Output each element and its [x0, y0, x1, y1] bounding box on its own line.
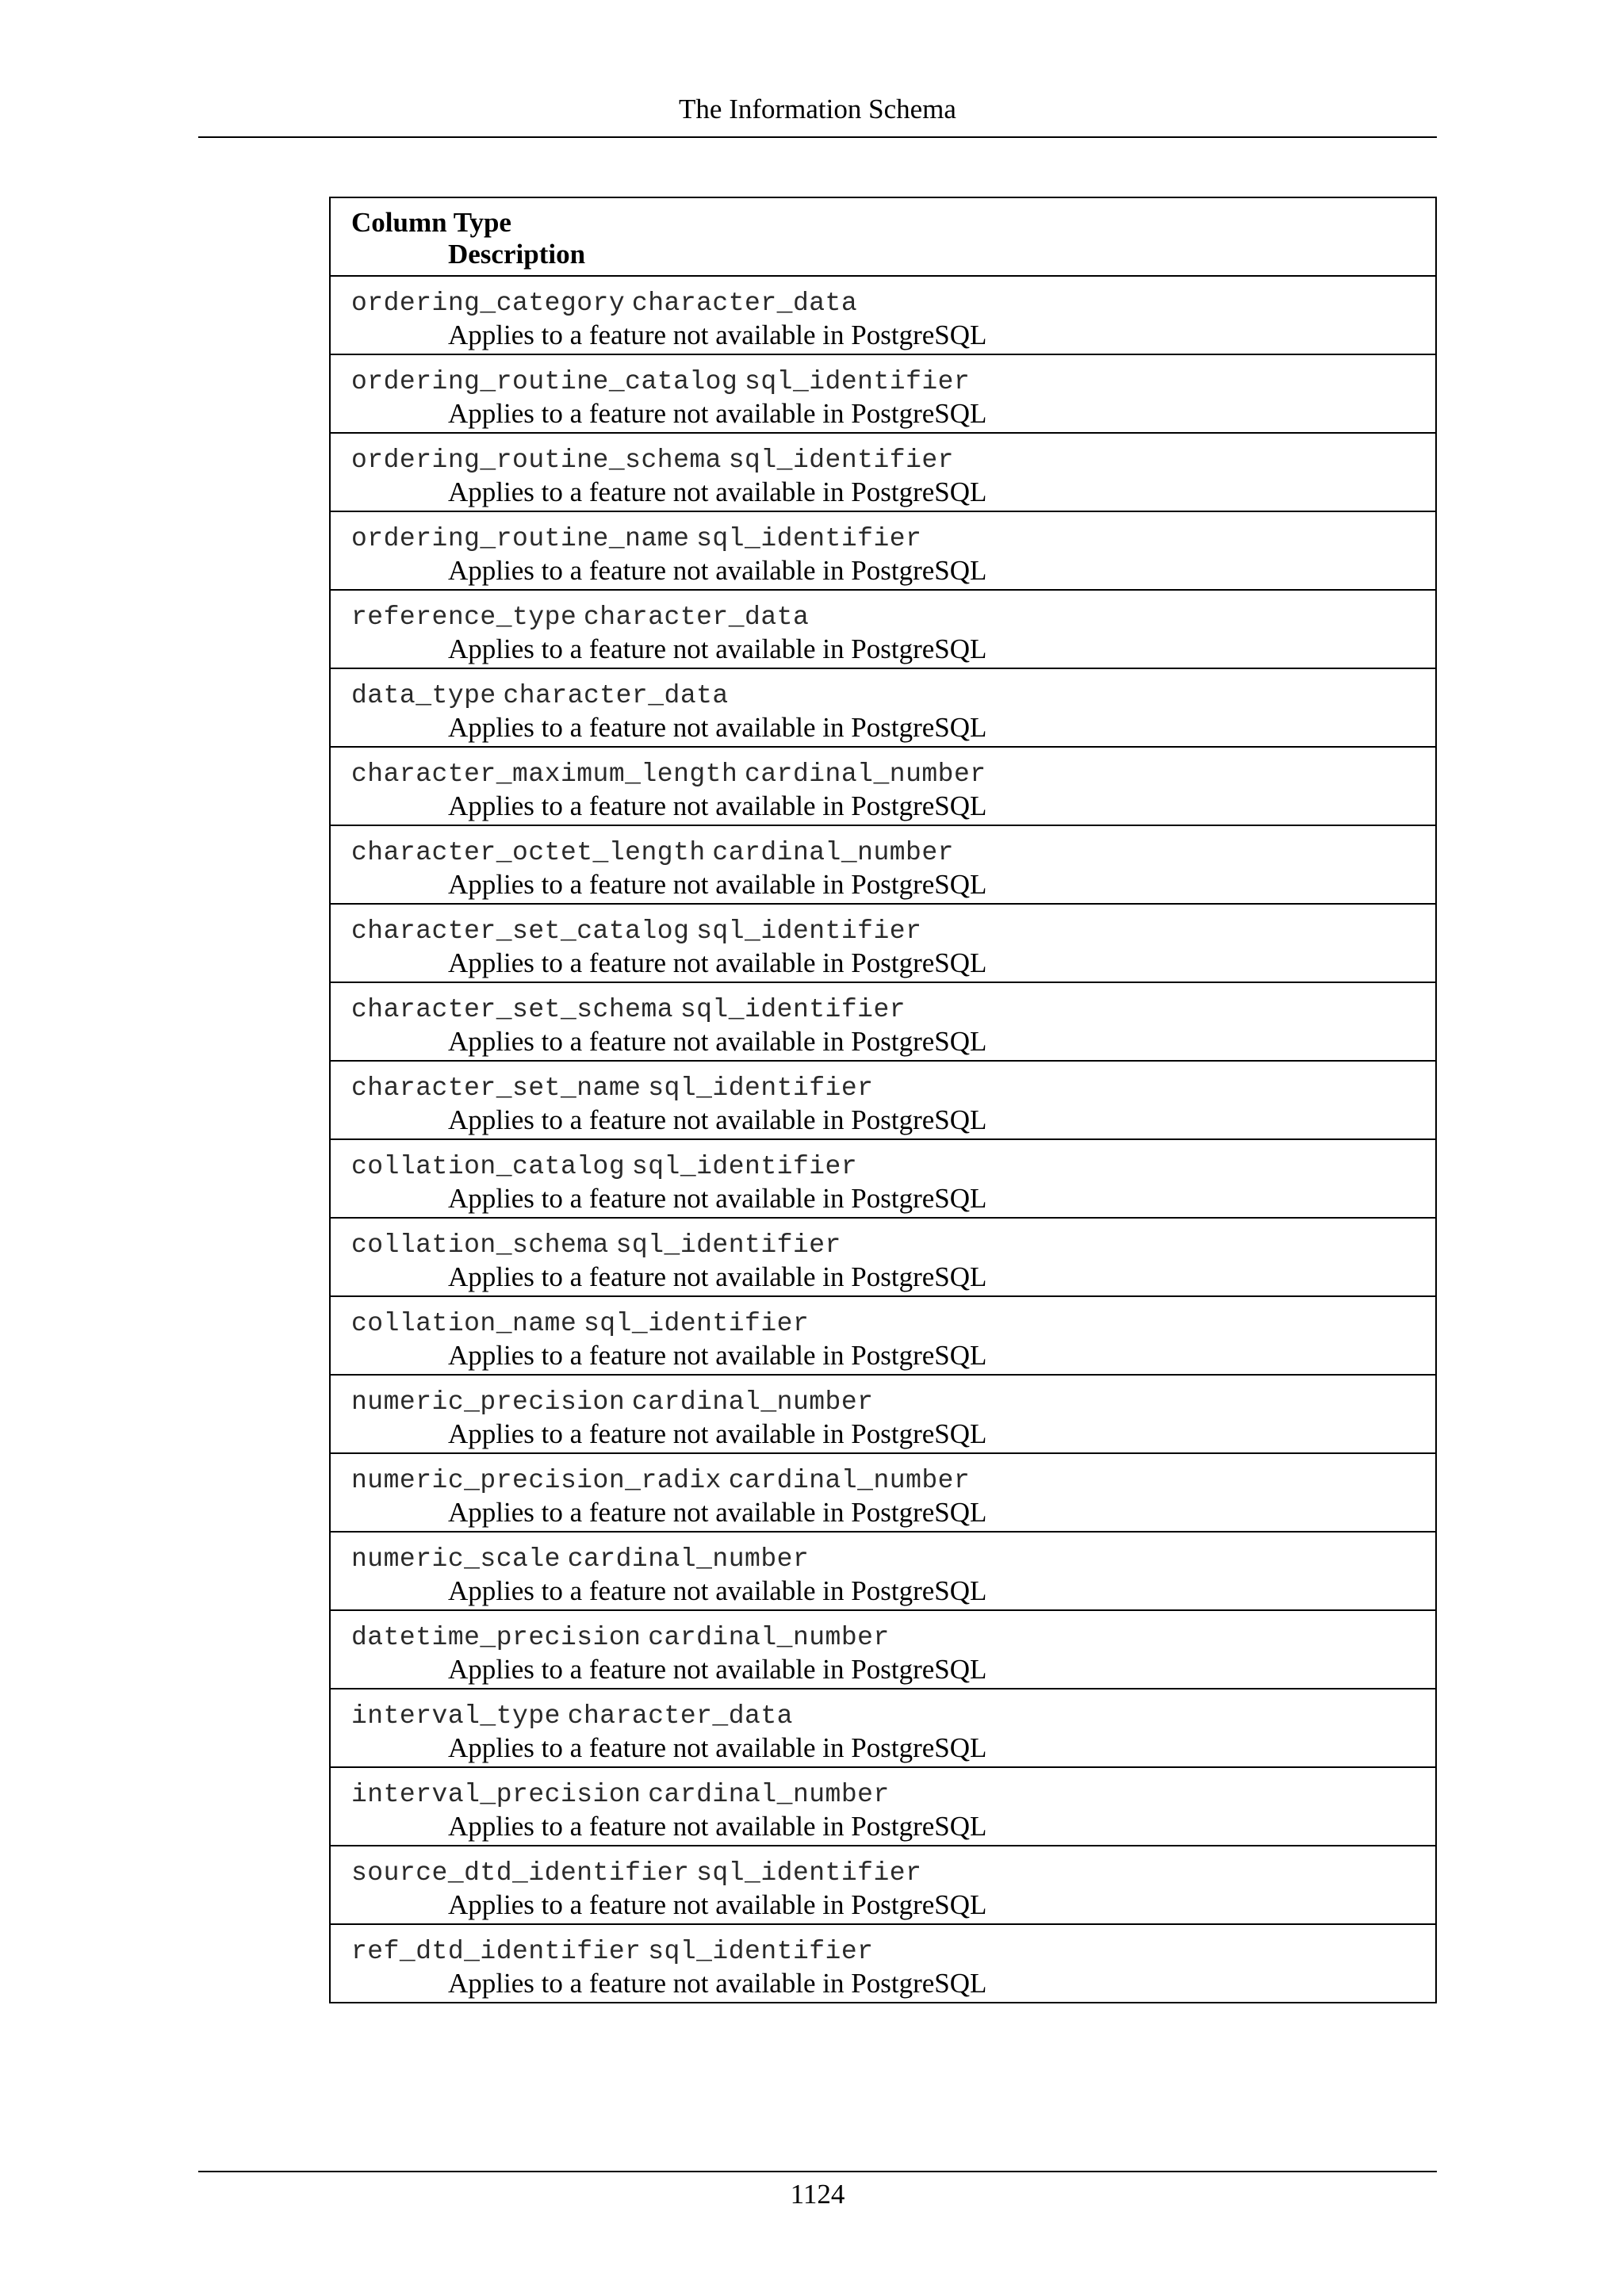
column-type: cardinal_number [567, 1544, 810, 1574]
column-name: character_set_schema [351, 995, 674, 1024]
column-name: ref_dtd_identifier [351, 1937, 642, 1966]
column-name: source_dtd_identifier [351, 1858, 690, 1888]
column-type: sql_identifier [648, 1937, 874, 1966]
column-description: Applies to a feature not available in PostgreSQL [448, 1497, 987, 1528]
column-signature [351, 599, 1435, 633]
table-row [331, 277, 1435, 355]
column-name: collation_name [351, 1309, 577, 1338]
table-row [331, 1219, 1435, 1297]
column-signature [351, 521, 1435, 555]
column-name: ordering_routine_name [351, 524, 690, 553]
column-type: sql_identifier [696, 1858, 922, 1888]
column-type: sql_identifier [745, 367, 971, 396]
table-row [331, 1454, 1435, 1533]
column-type: character_data [503, 681, 729, 710]
column-signature [351, 1306, 1435, 1340]
table-row [331, 1925, 1435, 2002]
table-row [331, 905, 1435, 983]
column-signature [351, 1934, 1435, 1968]
column-type: sql_identifier [648, 1073, 874, 1103]
column-type: cardinal_number [745, 760, 986, 789]
table-row [331, 512, 1435, 591]
column-signature [351, 1620, 1435, 1654]
column-name: character_set_catalog [351, 916, 690, 946]
column-description: Applies to a feature not available in PostgreSQL [448, 320, 987, 350]
column-signature [351, 913, 1435, 947]
table-row [331, 1140, 1435, 1219]
page-number: 1124 [790, 2179, 845, 2210]
header-rule [198, 136, 1437, 138]
column-name: interval_type [351, 1701, 561, 1731]
column-type: sql_identifier [696, 916, 922, 946]
column-description: Applies to a feature not available in PostgreSQL [448, 1575, 987, 1606]
columns-table [329, 197, 1437, 2003]
column-description: Applies to a feature not available in PostgreSQL [448, 1889, 987, 1920]
column-description: Applies to a feature not available in PostgreSQL [448, 712, 987, 743]
column-signature [351, 1855, 1435, 1889]
column-signature [351, 1777, 1435, 1811]
column-signature [351, 1541, 1435, 1575]
table-row [331, 1768, 1435, 1846]
column-type: sql_identifier [696, 524, 922, 553]
column-description: Applies to a feature not available in PostgreSQL [448, 1654, 987, 1685]
column-signature [351, 1384, 1435, 1418]
description-heading: Description [448, 239, 586, 270]
table-row [331, 355, 1435, 434]
column-name: ordering_category [351, 289, 626, 318]
column-type: sql_identifier [631, 1152, 858, 1181]
column-type: sql_identifier [584, 1309, 810, 1338]
column-name: datetime_precision [351, 1623, 642, 1652]
column-type: cardinal_number [648, 1623, 890, 1652]
column-signature [351, 756, 1435, 790]
column-name: ordering_routine_schema [351, 446, 722, 475]
column-name: ordering_routine_catalog [351, 367, 738, 396]
column-description: Applies to a feature not available in PostgreSQL [448, 947, 987, 978]
table-row [331, 1689, 1435, 1768]
running-header: The Information Schema [679, 94, 956, 124]
column-description: Applies to a feature not available in PostgreSQL [448, 476, 987, 507]
column-description: Applies to a feature not available in PostgreSQL [448, 1732, 987, 1763]
column-description: Applies to a feature not available in PostgreSQL [448, 1968, 987, 1999]
column-description: Applies to a feature not available in PostgreSQL [448, 1261, 987, 1292]
table-row [331, 434, 1435, 512]
column-name: character_maximum_length [351, 760, 738, 789]
column-type: sql_identifier [728, 446, 954, 475]
column-type: cardinal_number [728, 1466, 971, 1495]
column-type: character_data [631, 289, 858, 318]
column-signature [351, 1463, 1435, 1497]
column-description: Applies to a feature not available in PostgreSQL [448, 398, 987, 429]
column-type: cardinal_number [648, 1780, 890, 1809]
column-signature [351, 285, 1435, 320]
column-type: character_data [567, 1701, 793, 1731]
column-description: Applies to a feature not available in PostgreSQL [448, 1340, 987, 1371]
column-type: character_data [584, 603, 810, 632]
table-row [331, 748, 1435, 826]
column-type: sql_identifier [680, 995, 906, 1024]
table-row [331, 1376, 1435, 1454]
column-description: Applies to a feature not available in PostgreSQL [448, 790, 987, 821]
column-signature [351, 835, 1435, 869]
column-description: Applies to a feature not available in PostgreSQL [448, 555, 987, 586]
column-signature [351, 442, 1435, 476]
column-type-heading: Column Type [351, 207, 511, 238]
column-name: character_octet_length [351, 838, 706, 867]
table-row [331, 1846, 1435, 1925]
table-body [331, 277, 1435, 2002]
column-signature [351, 992, 1435, 1026]
column-description: Applies to a feature not available in PostgreSQL [448, 869, 987, 900]
column-signature [351, 1070, 1435, 1104]
table-row [331, 669, 1435, 748]
table-row [331, 591, 1435, 669]
column-signature [351, 678, 1435, 712]
table-row [331, 1297, 1435, 1376]
column-description: Applies to a feature not available in PostgreSQL [448, 1104, 987, 1135]
table-header-row [331, 198, 1435, 277]
table-row [331, 1062, 1435, 1140]
column-type: cardinal_number [631, 1387, 874, 1417]
column-description: Applies to a feature not available in PostgreSQL [448, 1183, 987, 1214]
column-description: Applies to a feature not available in PostgreSQL [448, 1811, 987, 1842]
column-type: sql_identifier [615, 1230, 841, 1260]
table-row [331, 983, 1435, 1062]
footer-rule [198, 2171, 1437, 2172]
column-name: data_type [351, 681, 496, 710]
column-signature [351, 364, 1435, 398]
column-description: Applies to a feature not available in PostgreSQL [448, 633, 987, 664]
column-name: reference_type [351, 603, 577, 632]
column-name: collation_schema [351, 1230, 609, 1260]
column-description: Applies to a feature not available in PostgreSQL [448, 1026, 987, 1057]
column-name: numeric_precision [351, 1387, 626, 1417]
column-name: collation_catalog [351, 1152, 626, 1181]
column-name: numeric_precision_radix [351, 1466, 722, 1495]
column-signature [351, 1149, 1435, 1183]
column-signature [351, 1698, 1435, 1732]
column-type: cardinal_number [712, 838, 954, 867]
column-description: Applies to a feature not available in PostgreSQL [448, 1418, 987, 1449]
table-row [331, 826, 1435, 905]
column-signature [351, 1227, 1435, 1261]
table-row [331, 1533, 1435, 1611]
column-name: interval_precision [351, 1780, 642, 1809]
column-name: numeric_scale [351, 1544, 561, 1574]
column-name: character_set_name [351, 1073, 642, 1103]
table-row [331, 1611, 1435, 1689]
